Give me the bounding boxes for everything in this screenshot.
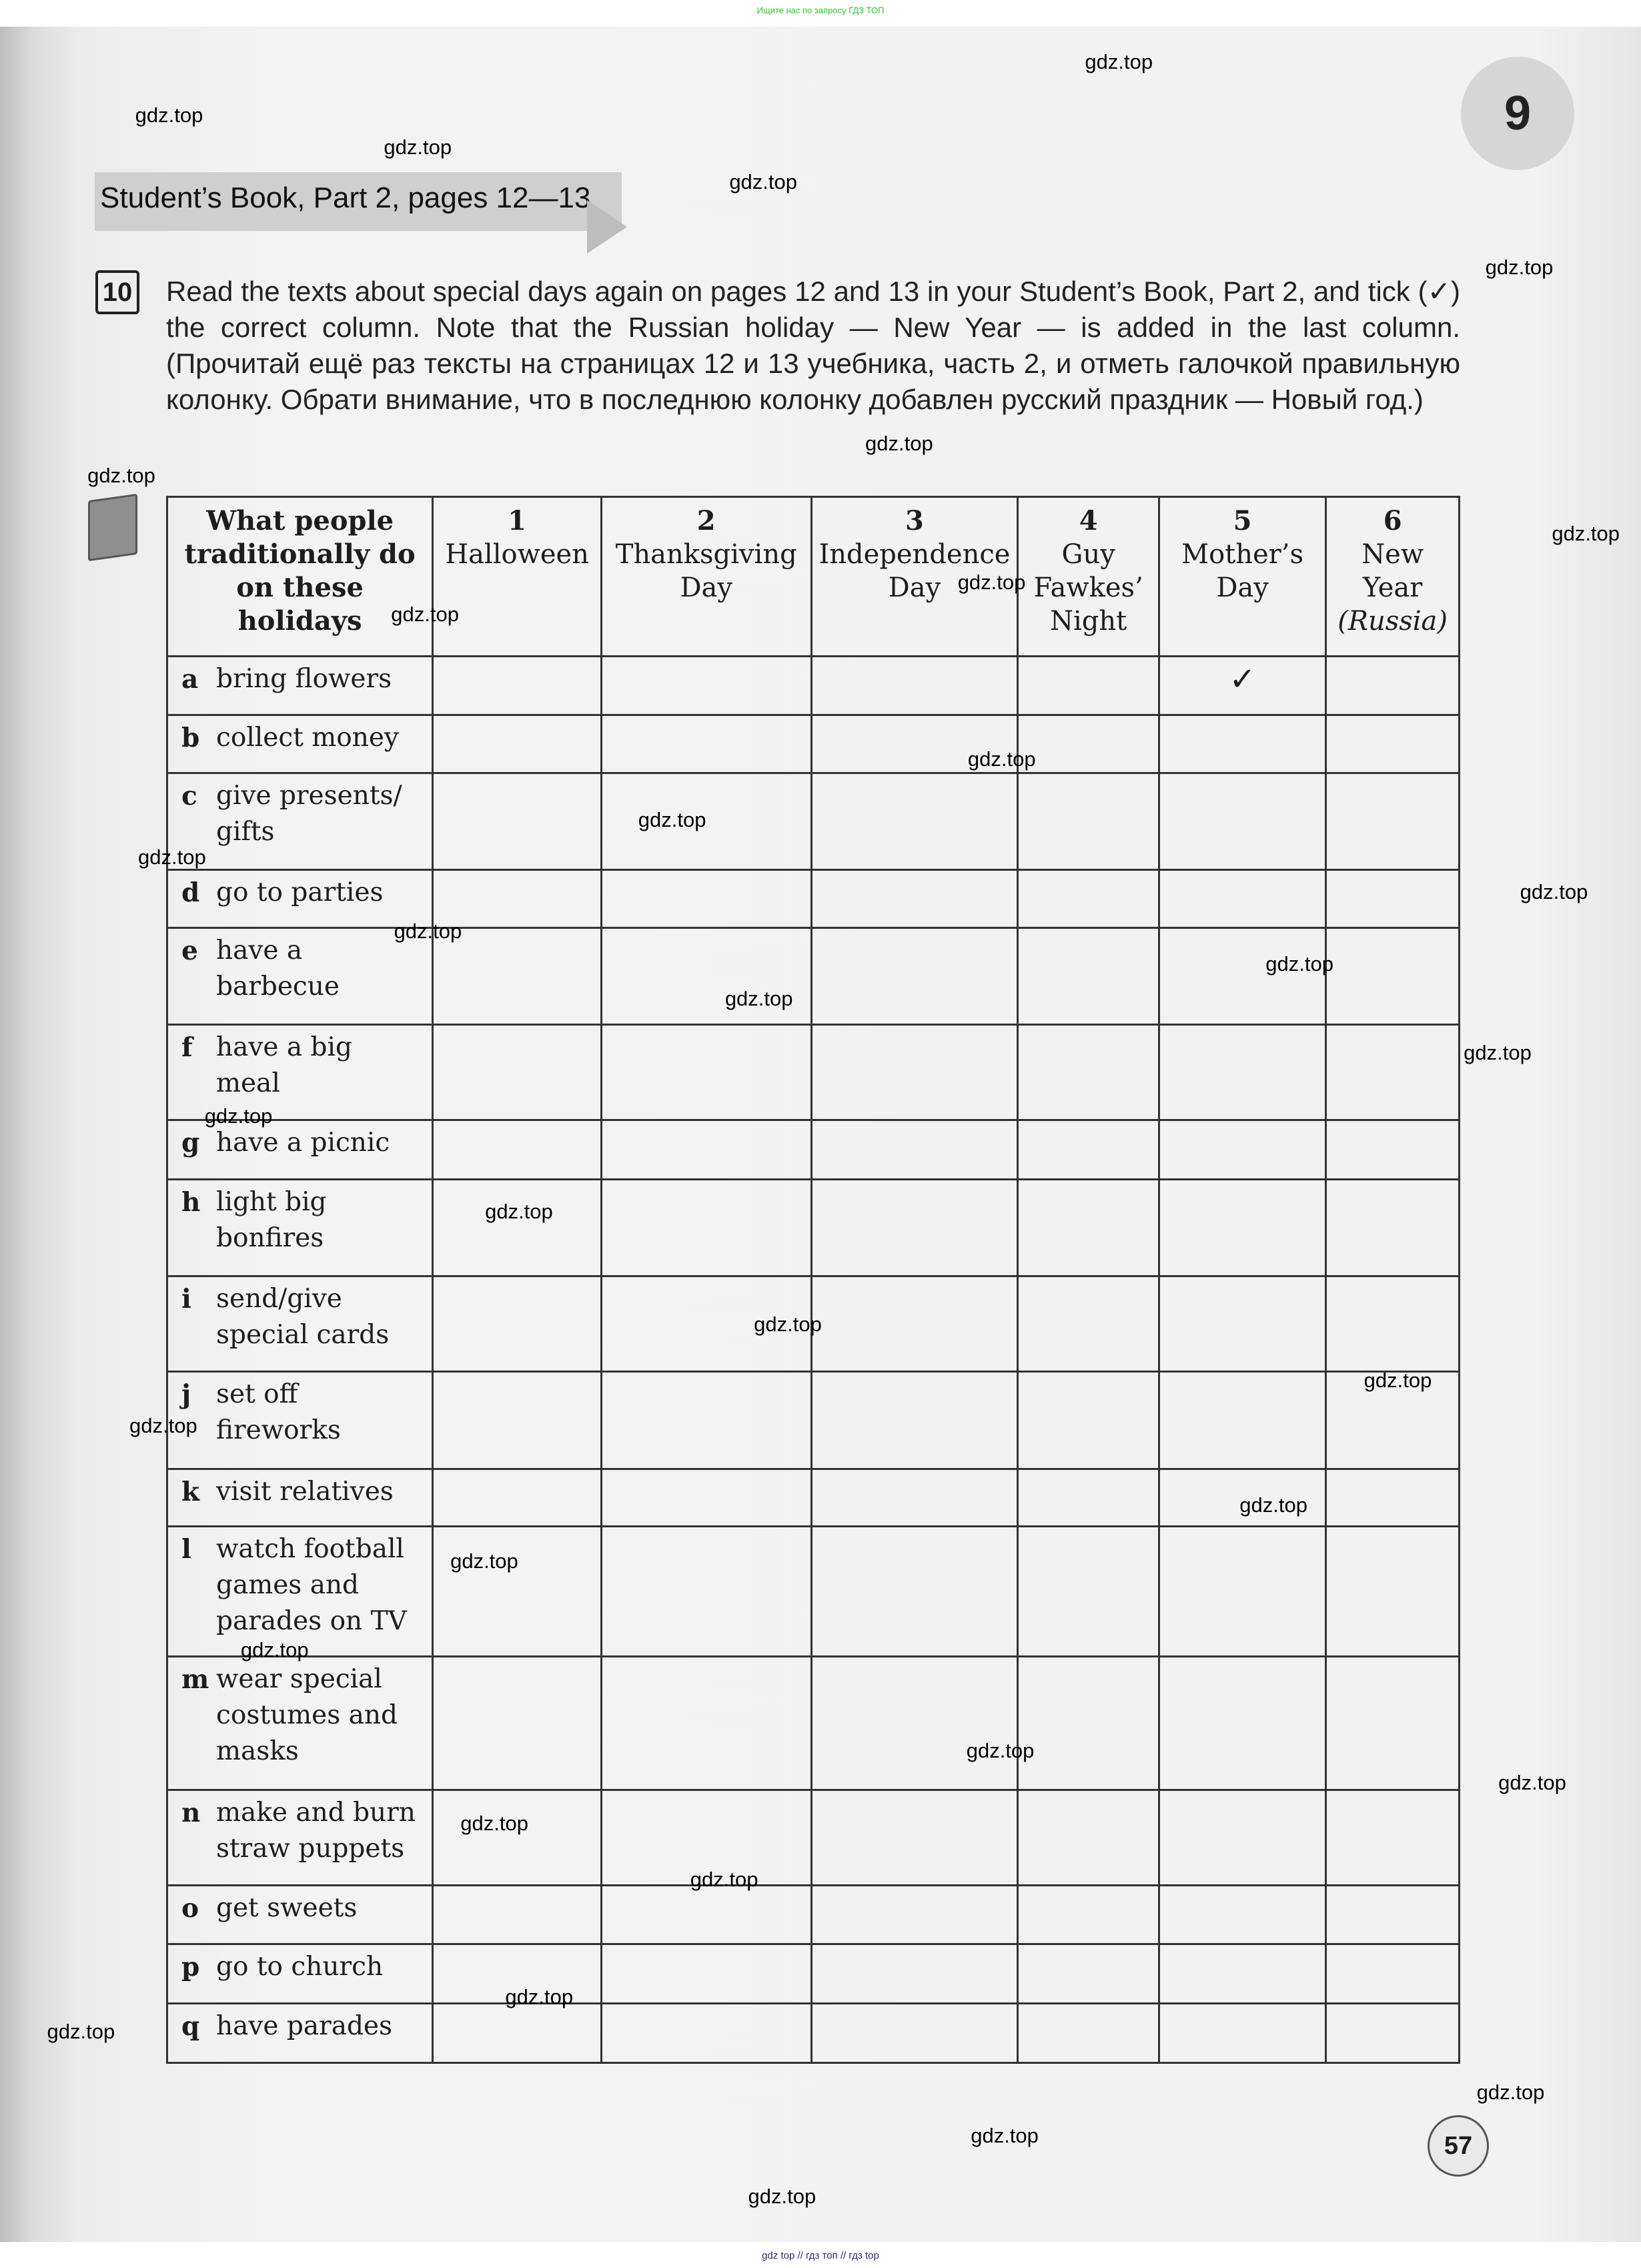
tick-cell[interactable]	[601, 1469, 811, 1527]
row-letter: k	[181, 1477, 200, 1507]
tick-cell[interactable]	[601, 1180, 811, 1276]
watermark: gdz.top	[204, 1104, 273, 1128]
tick-cell[interactable]	[433, 1657, 602, 1790]
tick-cell[interactable]	[1159, 1944, 1325, 2004]
row-letter: i	[181, 1284, 191, 1314]
exercise-instruction: Read the texts about special days again on pages 12 and 13 in your Student’s Book, Part 2, and tick (✓) the correct column. Note that the Russian holiday — New Year — is added in the last column. (Прочитай ещё раз тексты на страницах 12 и 13 учебника, часть 2, и отметь галочкой правильную колонку. Обрати внимание, что в последнюю колонку добавлен русский праздник — Новый год.)	[166, 276, 1460, 415]
row-letter: o	[181, 1893, 199, 1924]
tick-cell[interactable]	[811, 657, 1018, 715]
tick-cell[interactable]	[1326, 1790, 1460, 1886]
watermark: gdz.top	[957, 571, 1026, 595]
corner-header: What people traditionally do on these holidays	[167, 497, 433, 657]
watermark: gdz.top	[1239, 1493, 1307, 1517]
exercise-number: 10	[95, 270, 139, 314]
activity-label: have parades	[216, 2011, 393, 2041]
tick-cell[interactable]	[811, 1657, 1018, 1790]
holidays-table	[166, 496, 1460, 2064]
tick-cell[interactable]	[1018, 1025, 1159, 1120]
tick-cell[interactable]	[433, 1276, 602, 1372]
watermark: gdz.top	[47, 2019, 115, 2043]
table-row	[167, 657, 1460, 715]
row-letter: j	[181, 1379, 191, 1410]
row-letter: l	[181, 1534, 191, 1565]
activity-cell	[167, 1372, 433, 1469]
tick-cell[interactable]	[1326, 1276, 1460, 1372]
tick-cell[interactable]	[601, 2004, 811, 2063]
table-row	[167, 1790, 1460, 1886]
activity-cell	[167, 1527, 433, 1657]
tick-cell[interactable]	[1159, 2004, 1325, 2063]
tick-cell[interactable]	[1159, 773, 1325, 870]
table-row	[167, 1657, 1460, 1790]
workbook-icon	[88, 494, 137, 561]
tick-cell[interactable]	[1018, 773, 1159, 870]
tick-cell[interactable]	[1326, 773, 1460, 870]
activity-cell	[167, 928, 433, 1025]
tick-cell[interactable]	[1018, 1372, 1159, 1469]
activity-label: go to parties	[216, 877, 384, 907]
tick-cell[interactable]	[1018, 1886, 1159, 1944]
activity-cell	[167, 773, 433, 870]
tick-cell[interactable]	[811, 928, 1018, 1025]
tick-cell[interactable]	[1159, 1527, 1325, 1657]
activity-label: go to church	[216, 1952, 384, 1982]
tick-cell[interactable]	[601, 1025, 811, 1120]
activity-cell	[167, 1469, 433, 1527]
tick-cell[interactable]	[433, 1180, 602, 1276]
tick-cell[interactable]	[433, 1527, 602, 1657]
activity-cell	[167, 1944, 433, 2004]
unit-number-badge: 9	[1461, 57, 1574, 170]
column-header-1	[433, 497, 602, 657]
tick-cell[interactable]	[1326, 870, 1460, 928]
row-letter: q	[181, 2011, 200, 2042]
row-letter: p	[181, 1952, 200, 1982]
activity-label: give presents/ gifts	[216, 781, 402, 847]
tick-cell[interactable]	[433, 1372, 602, 1469]
tick-cell[interactable]	[433, 773, 602, 870]
tick-cell[interactable]	[1018, 657, 1159, 715]
activity-label: collect money	[216, 723, 399, 753]
tick-cell[interactable]	[811, 1527, 1018, 1657]
table-header-row	[167, 497, 1460, 657]
page-number: 57	[1428, 2115, 1489, 2177]
column-number: 2	[696, 505, 716, 536]
column-number: 5	[1233, 505, 1252, 536]
tick-cell[interactable]	[1018, 1276, 1159, 1372]
row-letter: e	[181, 935, 198, 966]
column-header-5	[1159, 497, 1325, 657]
tick-cell[interactable]	[1326, 1469, 1460, 1527]
tick-cell[interactable]	[1159, 1372, 1325, 1469]
table-row	[167, 1372, 1460, 1469]
column-holiday: Thanksgiving Day	[615, 539, 797, 603]
tick-cell[interactable]	[1018, 1180, 1159, 1276]
activity-label: have a picnic	[216, 1128, 390, 1158]
column-number: 4	[1079, 505, 1098, 536]
tick-cell[interactable]	[433, 2004, 602, 2063]
tick-cell[interactable]: ✓	[1159, 657, 1325, 715]
tick-cell[interactable]	[601, 773, 811, 870]
row-letter: d	[181, 877, 200, 908]
tick-cell[interactable]	[1159, 1886, 1325, 1944]
activity-cell	[167, 1657, 433, 1790]
watermark: gdz.top	[450, 1549, 518, 1573]
tick-cell[interactable]	[1159, 1180, 1325, 1276]
row-letter: f	[181, 1032, 193, 1063]
tick-cell[interactable]	[811, 1372, 1018, 1469]
header-arrow-icon	[587, 200, 627, 254]
column-header-6	[1326, 497, 1460, 657]
activity-label: have a barbecue	[216, 935, 340, 1002]
column-holiday: New Year	[1361, 539, 1424, 603]
column-holiday: Mother’s Day	[1181, 539, 1304, 603]
watermark: gdz.top	[394, 919, 462, 943]
tick-cell[interactable]	[1159, 870, 1325, 928]
table-row	[167, 2004, 1460, 2063]
table-row	[167, 715, 1460, 773]
watermark: gdz.top	[865, 432, 933, 456]
tick-cell[interactable]	[601, 1657, 811, 1790]
column-holiday: Independence Day	[818, 539, 1011, 603]
tick-cell[interactable]	[1159, 1657, 1325, 1790]
tick-cell[interactable]	[1326, 715, 1460, 773]
watermark: gdz.top	[240, 1637, 309, 1661]
activity-cell	[167, 870, 433, 928]
tick-cell[interactable]	[433, 657, 602, 715]
tick-cell[interactable]	[1018, 2004, 1159, 2063]
tick-cell[interactable]	[811, 1790, 1018, 1886]
watermark: gdz.top	[138, 845, 206, 869]
watermark: gdz.top	[966, 1739, 1035, 1763]
column-header-2	[601, 497, 811, 657]
tick-cell[interactable]	[1159, 1120, 1325, 1180]
column-holiday: Halloween	[445, 539, 589, 570]
activity-label: visit relatives	[216, 1477, 394, 1507]
row-letter: c	[181, 781, 197, 811]
activity-label: bring flowers	[216, 664, 392, 694]
tick-cell[interactable]	[601, 657, 811, 715]
activity-cell	[167, 1886, 433, 1944]
tick-cell[interactable]	[1326, 657, 1460, 715]
watermark: gdz.top	[967, 747, 1036, 771]
tick-cell[interactable]	[1159, 715, 1325, 773]
watermark: gdz.top	[384, 135, 452, 159]
tick-cell[interactable]	[1159, 1025, 1325, 1120]
watermark: gdz.top	[754, 1312, 822, 1336]
watermark: gdz.top	[1552, 521, 1620, 545]
tick-cell[interactable]	[1018, 928, 1159, 1025]
bottom-banner-note: gdz top // гдз топ // гдз top	[762, 2250, 879, 2261]
tick-cell[interactable]	[1326, 1120, 1460, 1180]
tick-cell[interactable]	[1018, 1469, 1159, 1527]
watermark: gdz.top	[485, 1199, 553, 1223]
activity-label: wear special costumes and masks	[216, 1664, 398, 1766]
table-row	[167, 870, 1460, 928]
source-label: Student’s Book, Part 2, pages 12—13	[100, 181, 591, 214]
tick-cell[interactable]	[1326, 1180, 1460, 1276]
row-letter: m	[181, 1664, 209, 1695]
watermark: gdz.top	[87, 463, 155, 487]
table-row	[167, 1886, 1460, 1944]
tick-cell[interactable]	[811, 773, 1018, 870]
tick-cell[interactable]	[433, 1886, 602, 1944]
table-row	[167, 773, 1460, 870]
activity-label: set off fireworks	[216, 1379, 341, 1445]
tick-cell[interactable]	[1018, 1527, 1159, 1657]
activity-label: watch football games and parades on TV	[216, 1534, 407, 1636]
tick-cell[interactable]	[811, 1276, 1018, 1372]
watermark: gdz.top	[129, 1413, 197, 1437]
watermark: gdz.top	[729, 170, 798, 194]
tick-cell[interactable]	[1018, 1790, 1159, 1886]
tick-cell[interactable]	[433, 1469, 602, 1527]
tick-cell[interactable]	[1326, 1527, 1460, 1657]
watermark: gdz.top	[1476, 2080, 1545, 2104]
column-note: (Russia)	[1337, 606, 1448, 637]
tick-cell[interactable]	[1018, 715, 1159, 773]
tick-cell[interactable]	[433, 1120, 602, 1180]
tick-cell[interactable]	[1159, 1276, 1325, 1372]
tick-cell[interactable]	[601, 870, 811, 928]
tick-cell[interactable]	[433, 1025, 602, 1120]
tick-cell[interactable]	[601, 1372, 811, 1469]
tick-cell[interactable]	[1326, 1886, 1460, 1944]
tick-cell[interactable]	[1018, 870, 1159, 928]
watermark: gdz.top	[1265, 952, 1333, 976]
activity-cell	[167, 1120, 433, 1180]
tick-cell[interactable]	[601, 715, 811, 773]
row-letter: n	[181, 1798, 201, 1828]
watermark: gdz.top	[638, 807, 706, 831]
watermark: gdz.top	[1363, 1369, 1432, 1393]
tick-cell[interactable]	[433, 1790, 602, 1886]
tick-cell[interactable]	[811, 1120, 1018, 1180]
table-row	[167, 1025, 1460, 1120]
watermark: gdz.top	[748, 2184, 816, 2208]
tick-cell[interactable]	[601, 1120, 811, 1180]
tick-cell[interactable]	[1326, 1657, 1460, 1790]
tick-cell[interactable]	[811, 1469, 1018, 1527]
table-row	[167, 1527, 1460, 1657]
watermark: gdz.top	[690, 1868, 758, 1892]
tick-cell[interactable]	[601, 1527, 811, 1657]
row-letter: g	[181, 1128, 200, 1158]
tick-cell[interactable]	[601, 1886, 811, 1944]
row-letter: h	[181, 1187, 201, 1218]
table-row	[167, 1120, 1460, 1180]
column-number: 1	[508, 505, 526, 536]
tick-cell[interactable]	[811, 870, 1018, 928]
watermark: gdz.top	[1520, 880, 1588, 904]
activity-label: make and burn straw puppets	[216, 1798, 416, 1864]
watermark: gdz.top	[1485, 255, 1554, 279]
tick-cell[interactable]	[601, 1944, 811, 2004]
activity-label: get sweets	[216, 1893, 358, 1923]
tick-cell[interactable]	[1326, 1025, 1460, 1120]
activity-cell	[167, 1276, 433, 1372]
tick-cell[interactable]	[811, 2004, 1018, 2063]
source-header	[95, 172, 622, 231]
tick-cell[interactable]	[811, 1025, 1018, 1120]
tick-cell[interactable]	[811, 1944, 1018, 2004]
tick-cell[interactable]	[1018, 1657, 1159, 1790]
activity-cell	[167, 715, 433, 773]
watermark: gdz.top	[460, 1811, 528, 1835]
tick-cell[interactable]	[1326, 2004, 1460, 2063]
row-letter: a	[181, 664, 199, 695]
activity-cell	[167, 657, 433, 715]
activity-cell	[167, 1790, 433, 1886]
tick-cell[interactable]	[811, 1180, 1018, 1276]
watermark: gdz.top	[1085, 50, 1153, 74]
column-number: 6	[1383, 505, 1402, 536]
activity-cell	[167, 2004, 433, 2063]
tick-cell[interactable]	[1018, 1944, 1159, 2004]
watermark: gdz.top	[391, 602, 459, 626]
top-banner-note: Ищите нас по запросу ГДЗ ТОП	[756, 5, 885, 15]
activity-label: send/give special cards	[216, 1284, 390, 1350]
activity-cell	[167, 1180, 433, 1276]
column-holiday: Guy Fawkes’ Night	[1033, 539, 1143, 637]
watermark: gdz.top	[135, 103, 203, 127]
tick-cell[interactable]	[433, 715, 602, 773]
column-number: 3	[905, 505, 924, 536]
watermark: gdz.top	[505, 1984, 574, 2008]
tick-cell[interactable]	[1326, 928, 1460, 1025]
column-header-4	[1018, 497, 1159, 657]
tick-cell[interactable]	[811, 1886, 1018, 1944]
table-row	[167, 1944, 1460, 2004]
table-row	[167, 1180, 1460, 1276]
activity-label: light big bonfires	[216, 1187, 327, 1253]
activity-label: have a big meal	[216, 1032, 352, 1098]
row-letter: b	[181, 723, 200, 753]
tick-cell[interactable]	[1018, 1120, 1159, 1180]
watermark: gdz.top	[971, 2123, 1039, 2147]
watermark: gdz.top	[724, 987, 793, 1011]
watermark: gdz.top	[1464, 1040, 1532, 1064]
tick-cell[interactable]	[1159, 1790, 1325, 1886]
tick-cell[interactable]	[1326, 1944, 1460, 2004]
watermark: gdz.top	[1498, 1770, 1566, 1794]
